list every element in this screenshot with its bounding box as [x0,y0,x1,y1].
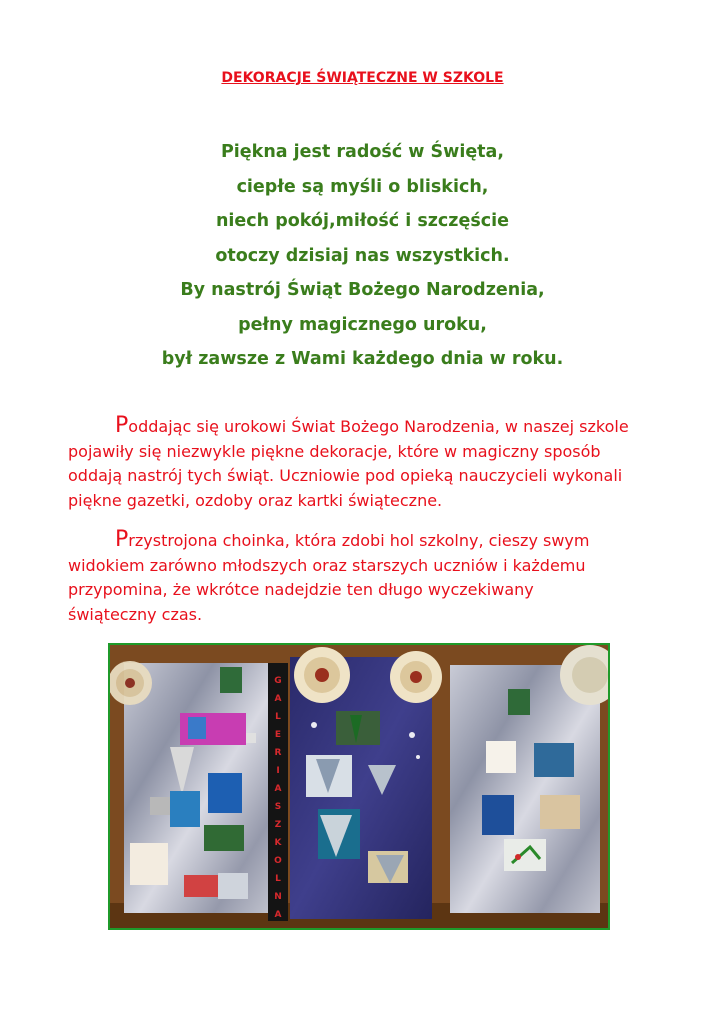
banner-letter: E [274,730,282,740]
banner-letter: N [274,892,282,902]
poem-line: otoczy dzisiaj nas wszystkich. [215,245,510,266]
banner-letter: L [275,712,281,722]
banner-letter: A [274,910,282,920]
banner-letter: S [274,802,282,812]
poem-line: niech pokój,miłość i szczęście [215,211,510,231]
poem-line: był zawsze z Wami każdego dnia w roku. [161,349,564,369]
banner-letter: O [274,856,282,866]
banner-letter: I [276,766,280,776]
banner-letter: R [274,748,282,758]
paragraph-line: Przystrojona choinka, która zdobi hol szkolny, cieszy swym [115,527,590,552]
poem-line: Piękna jest radość w Święta, [220,142,505,162]
poem-line: ciepłe są myśli o bliskich, [236,176,489,197]
banner-letter: G [274,676,282,686]
poem-line: By nastrój Świąt Bożego Narodzenia, [180,280,545,300]
page-title: DEKORACJE ŚWIĄTECZNE W SZKOLE [221,70,504,86]
paragraph-christmas-tree [68,528,668,627]
drop-initial: P [115,527,129,552]
paper-rosette [294,647,350,703]
banner-letter: Z [274,820,282,830]
paragraph-line: widokiem zarówno młodszych oraz starszych uczniów i każdemu [68,555,586,575]
paragraph-line: pojawiły się niezwykle piękne dekoracje, które w magiczny sposób [68,441,601,461]
bulletin-board-photo [108,643,610,930]
paragraph-line: przypomina, że wkrótce nadejdzie ten długo wyczekiwany [68,580,534,599]
paragraph-line: piękne gazetki, ozdoby oraz kartki świąteczne. [68,490,443,510]
banner-letter: A [274,694,282,704]
paragraph-decorations [68,414,668,513]
paper-rosette [390,651,442,703]
paragraph-line: świąteczny czas. [68,604,203,624]
poem-line: pełny magicznego uroku, [238,314,487,335]
banner-letter: K [274,838,282,848]
poem [0,135,725,377]
paragraph-line: oddają nastrój tych świąt. Uczniowie pod opieką nauczycieli wykonali [68,466,623,485]
banner-letter: A [274,784,282,794]
paper-rosette [110,661,152,705]
drop-initial: P [115,413,129,438]
paragraph-line: Poddając się urokowi Świat Bożego Narodzenia, w naszej szkole [115,413,629,438]
banner-letter: L [275,874,281,884]
